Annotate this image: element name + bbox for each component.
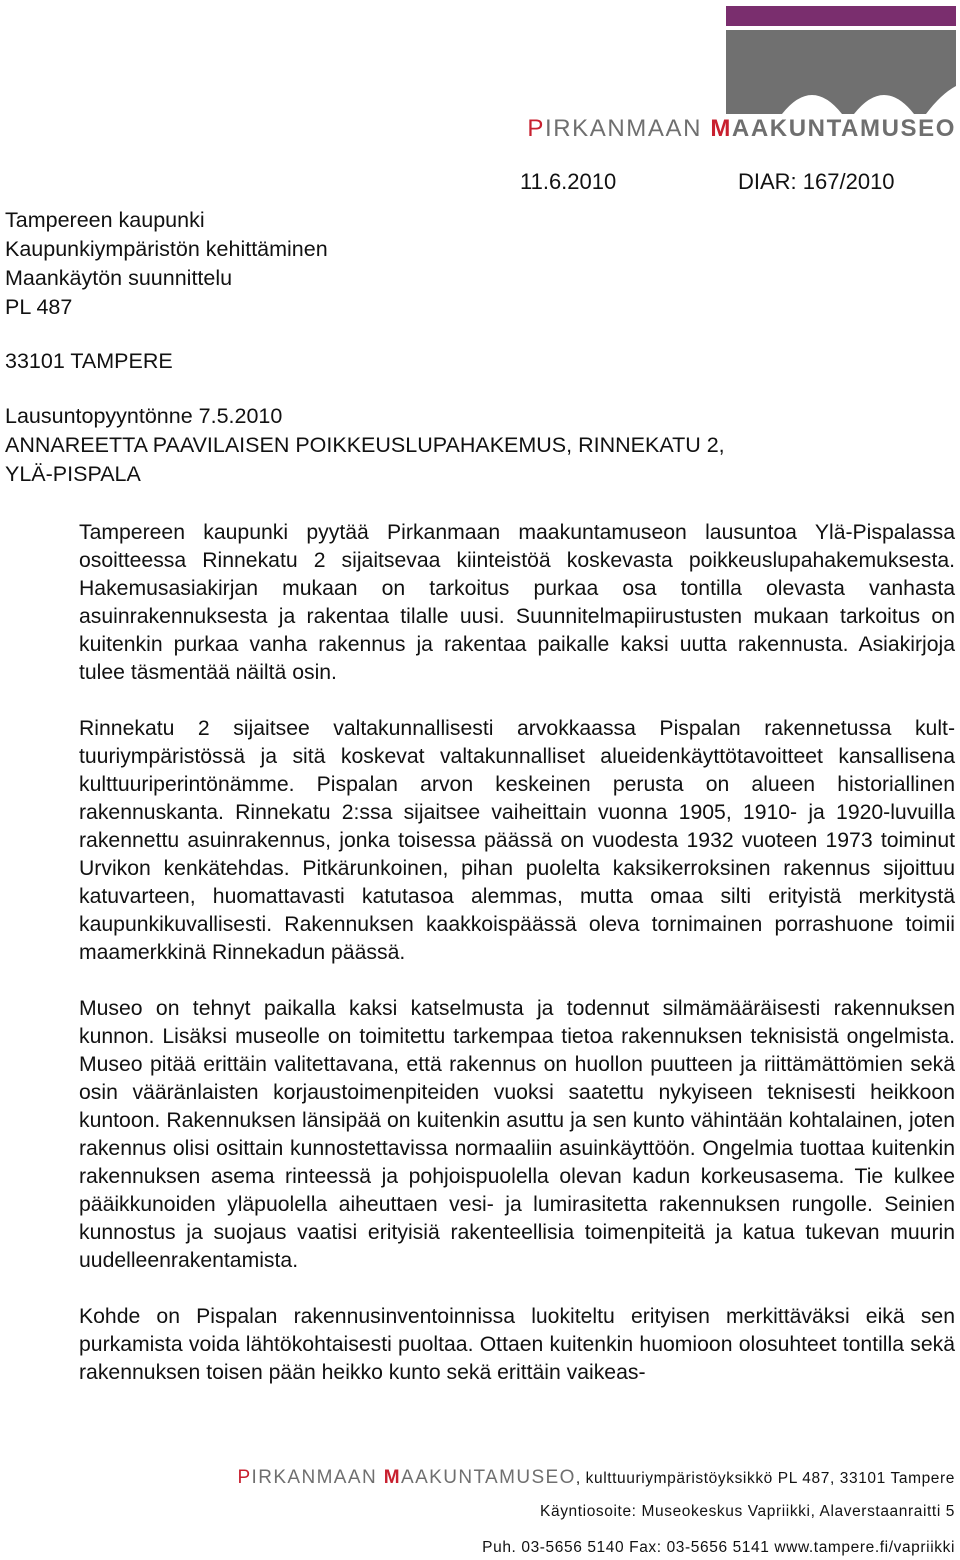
document-date: 11.6.2010 (520, 169, 617, 194)
subject-reference: Lausuntopyyntönne 7.5.2010 (5, 404, 283, 428)
recipient-line: Maankäytön suunnittelu (5, 266, 233, 290)
body-paragraph: Museo on tehnyt paikalla kaksi katselmusta ja todennut silmämääräisesti rakennuksen kunnon. Lisäksi museolle on toimitettu tarkempaa tietoa rakennuksen teknisistä ongelmista. Museo pitää erittäin valitettavana, että rakennus on huollon puutteen ja riittämättömien sekä osin vääränlaisten korjaustoimenpiteiden vuoksi saatettu nykyiseen teknisesti heikkoon kuntoon. Rakennuksen länsipää on kuitenkin asuttu ja sen kunto vähintään kohtalainen, joten rakennus olisi osittain kunnostettavissa normaaliin asuinkäyttöön. Ongelmia tuottaa kuitenkin rakennuksen asema rinteessä ja pohjoispuolella olevan kadun korkeusasema. Tie kulkee pääikkunoiden yläpuolella aiheuttaen vesi- ja lumirasitetta rakennuksen rungolle. Seinien kunnostus ja suojaus vaatisi erityisiä rakenteellisia toimenpiteitä ja katua tukevan muurin uudelleenrakentamista. (79, 997, 955, 1272)
date-line (520, 168, 895, 196)
letter-body (79, 519, 955, 1387)
body-paragraph: Rinnekatu 2 sijaitsee valtakunnallisesti arvokkaassa Pispalan rakennetussa kulttuuriympäristössä ja sitä koskevat valtakunnalliset alueidenkäyttötavoitteet kansallisena kulttuuriperintönämme. Pispalan arvon keskeinen perusta on alueen historiallinen rakennuskanta. Rinnekatu 2:ssa sijaitsee vaiheittain vuonna 1905, 1910- ja 1920-luvuilla rakennettu asuinrakennus, jonka toisessa päässä on vuodesta 1932 vuoteen 1973 toiminut Urvikon kenkätehdas. Pitkärunkoinen, pihan puolelta kaksikerroksinen rakennus sijoittuu katuvarteen, huomattavasti katutasoa alemmas, mutta omaa silti erityistä merkitystä kaupunkikuvallisesti. Rakennuksen kaakkoispäässä oleva tornimainen porrashuone toimii maamerkkinä Rinnekadun päässä. (79, 717, 955, 964)
subject-title: ANNAREETTA PAAVILAISEN POIKKEUSLUPAHAKEMUS, RINNEKATU 2, (5, 433, 725, 457)
recipient-address (5, 206, 328, 322)
recipient-line: PL 487 (5, 295, 73, 319)
footer-line-1: PIRKANMAAN MAAKUNTAMUSEO, kulttuuriympäristöyksikkö PL 487, 33101 Tampere (237, 1467, 955, 1488)
museum-logo-wordmark: PIRKANMAAN MAAKUNTAMUSEO (527, 115, 956, 142)
body-paragraph: Kohde on Pispalan rakennusinventoinnissa luokiteltu erityisen merkittäväksi eikä sen purkamista voida lähtökohtaisesti puoltaa. Ottaen kuitenkin huomioon olosuhteet tontilla sekä rakennuksen toisen pään heikko kunto sekä erittäin vaikeas- (79, 1305, 955, 1384)
recipient-city: 33101 TAMPERE (5, 349, 173, 373)
footer-contact: Puh. 03-5656 5140 Fax: 03-5656 5141 www.tampere.fi/vapriikki (482, 1539, 955, 1556)
museum-bridge-logo-icon (722, 6, 956, 114)
recipient-line: Tampereen kaupunki (5, 208, 205, 232)
subject-title-cont: YLÄ-PISPALA (5, 462, 141, 486)
subject-block (5, 402, 725, 489)
body-paragraph: Tampereen kaupunki pyytää Pirkanmaan maakuntamuseon lausuntoa Ylä-Pispalassa osoitteessa Rinnekatu 2 sijaitsevaa kiinteistöä koskevasta poikkeuslupahakemuksesta. Hakemusasiakirjan mukaan on tarkoitus purkaa osa tontilla olevasta vanhasta asuinrakennuksesta ja rakentaa tilalle uusi. Suunnitelmapiirustusten mukaan tarkoitus on kuitenkin purkaa vanha rakennus ja rakentaa paikalle kaksi uutta rakennusta. Asiakirjoja tulee täsmentää näiltä osin. (79, 521, 955, 684)
footer-visiting-address: Käyntiosoite: Museokeskus Vapriikki, Alaverstaanraitti 5 (540, 1503, 955, 1520)
recipient-line: Kaupunkiympäristön kehittäminen (5, 237, 328, 261)
diary-number: DIAR: 167/2010 (738, 169, 895, 194)
